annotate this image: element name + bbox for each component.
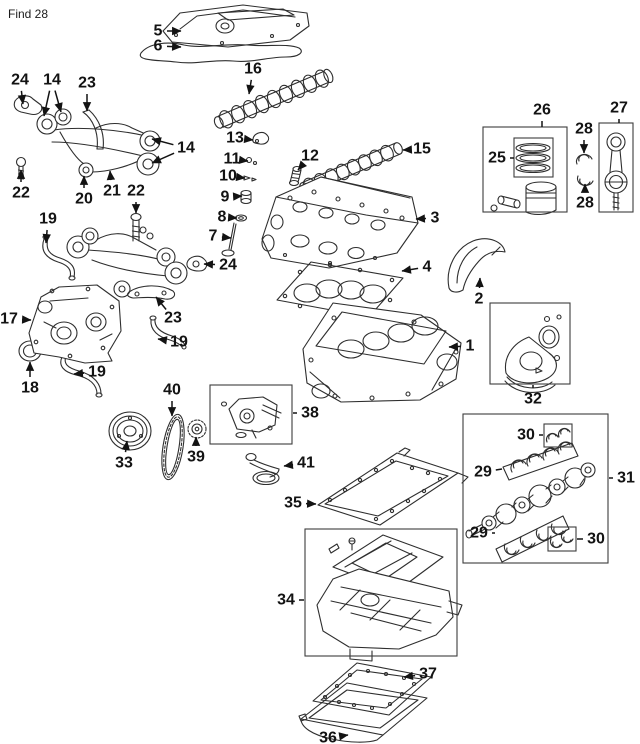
callout-label-25[interactable]: 25: [488, 149, 506, 167]
callout-leader-9: [234, 196, 242, 197]
callout-label-1[interactable]: 1: [465, 337, 475, 355]
upper-oil-pan[interactable]: [317, 535, 462, 661]
callout-leader-19: [74, 373, 84, 374]
callout-label-41[interactable]: 41: [297, 454, 315, 472]
callout-label-11[interactable]: 11: [223, 150, 241, 168]
callout-label-29[interactable]: 29: [474, 463, 492, 481]
callout-label-3[interactable]: 3: [430, 209, 440, 227]
callout-label-35[interactable]: 35: [284, 494, 302, 512]
callout-label-21[interactable]: 21: [103, 182, 121, 200]
cylinder-head[interactable]: [262, 177, 418, 268]
callout-label-18[interactable]: 18: [21, 379, 39, 397]
callout-label-34[interactable]: 34: [277, 591, 295, 609]
callout-leader-36: [341, 735, 348, 736]
callout-leader-14: [44, 91, 50, 116]
callout-label-30[interactable]: 30: [517, 426, 535, 444]
callout-label-14[interactable]: 14: [43, 71, 61, 89]
callout-label-9[interactable]: 9: [220, 188, 230, 206]
callout-label-13[interactable]: 13: [226, 129, 244, 147]
callout-leader-2: [480, 278, 481, 288]
lower-oil-pan-gasket[interactable]: [313, 663, 431, 715]
callout-label-24[interactable]: 24: [219, 256, 237, 274]
callout-leader-3: [416, 219, 426, 220]
rocker-arm[interactable]: [253, 132, 269, 144]
valve-tappet[interactable]: [241, 191, 251, 204]
callout-leader-1: [449, 346, 461, 347]
callout-label-36[interactable]: 36: [319, 729, 337, 744]
valve-cover[interactable]: [163, 5, 309, 47]
callout-label-23[interactable]: 23: [164, 309, 182, 327]
callout-label-5[interactable]: 5: [153, 22, 163, 40]
piston-assembly-box: [483, 127, 567, 212]
callout-label-33[interactable]: 33: [115, 454, 133, 472]
callout-leader-21: [110, 171, 111, 180]
callout-label-14[interactable]: 14: [177, 139, 195, 157]
callout-leader-24: [204, 264, 215, 265]
callout-leader-14: [55, 91, 61, 112]
callout-leader-29: [496, 469, 502, 470]
callout-label-17[interactable]: 17: [0, 310, 18, 328]
callout-label-19[interactable]: 19: [88, 363, 106, 381]
connecting-rod[interactable]: [605, 133, 627, 210]
callout-label-40[interactable]: 40: [163, 381, 181, 399]
callout-label-32[interactable]: 32: [524, 390, 542, 408]
upper-cam-bracket-assembly[interactable]: [37, 109, 160, 177]
callout-label-22[interactable]: 22: [12, 184, 30, 202]
callout-label-10[interactable]: 10: [219, 167, 237, 185]
callout-label-8[interactable]: 8: [217, 208, 227, 226]
callout-label-16[interactable]: 16: [244, 60, 262, 78]
thrust-bearing-pair-top[interactable]: [546, 428, 570, 442]
callout-leader-24: [21, 91, 23, 104]
callout-label-19[interactable]: 19: [170, 333, 188, 351]
callout-label-26[interactable]: 26: [533, 101, 551, 119]
cam-bracket-end-piece-lower[interactable]: [187, 256, 207, 271]
callout-leader-6: [167, 46, 181, 47]
callout-label-20[interactable]: 20: [75, 190, 93, 208]
callout-label-30[interactable]: 30: [587, 530, 605, 548]
callout-label-27[interactable]: 27: [610, 99, 628, 117]
callout-leader-16: [249, 80, 251, 94]
callout-label-28[interactable]: 28: [575, 120, 593, 138]
oil-pump-box: [210, 385, 292, 444]
callout-label-12[interactable]: 12: [301, 147, 319, 165]
callout-leader-4: [402, 268, 418, 271]
callout-label-38[interactable]: 38: [301, 404, 319, 422]
callout-label-15[interactable]: 15: [413, 140, 431, 158]
crankshaft-pulley[interactable]: [109, 412, 151, 450]
lower-chain-guide[interactable]: [128, 286, 175, 299]
callout-label-29[interactable]: 29: [470, 524, 488, 542]
callout-label-4[interactable]: 4: [422, 258, 432, 276]
timing-chain[interactable]: [158, 413, 188, 481]
crankshaft-sprocket[interactable]: [188, 420, 206, 438]
callout-label-31[interactable]: 31: [617, 469, 635, 487]
connecting-rod-box: [599, 123, 633, 212]
callout-leader-13: [248, 139, 253, 140]
find-status-text: Find 28: [8, 7, 49, 21]
callout-label-23[interactable]: 23: [78, 74, 96, 92]
callout-label-28[interactable]: 28: [576, 194, 594, 212]
valve-collets[interactable]: [244, 176, 256, 181]
rod-bearing-shells[interactable]: [576, 154, 593, 185]
callout-leader-10: [241, 178, 245, 179]
engine-block[interactable]: [303, 303, 461, 402]
callout-leader-19: [158, 339, 166, 340]
callout-label-6[interactable]: 6: [153, 37, 163, 55]
rear-main-seal-assembly[interactable]: [505, 315, 561, 392]
callout-label-39[interactable]: 39: [187, 448, 205, 466]
cam-bracket-end-piece-upper[interactable]: [14, 96, 42, 115]
callout-leader-7: [222, 237, 231, 238]
timing-cover[interactable]: [29, 285, 121, 363]
valve-spring-retainer[interactable]: [236, 215, 247, 221]
callout-label-22[interactable]: 22: [127, 182, 145, 200]
intake-camshaft[interactable]: [212, 66, 336, 132]
callout-leader-41: [284, 465, 293, 466]
callout-label-7[interactable]: 7: [208, 227, 218, 245]
upper-oil-pan-gasket[interactable]: [318, 448, 468, 525]
engine-valve[interactable]: [222, 223, 236, 256]
timing-chain-guide-2[interactable]: [448, 239, 505, 292]
callout-leader-37: [404, 676, 415, 677]
callout-label-2[interactable]: 2: [474, 290, 484, 308]
callout-label-37[interactable]: 37: [419, 665, 437, 683]
callout-label-19[interactable]: 19: [39, 210, 57, 228]
oil-pickup-tube[interactable]: [246, 454, 279, 485]
oil-pump[interactable]: [222, 397, 282, 438]
callout-label-24[interactable]: 24: [11, 71, 29, 89]
